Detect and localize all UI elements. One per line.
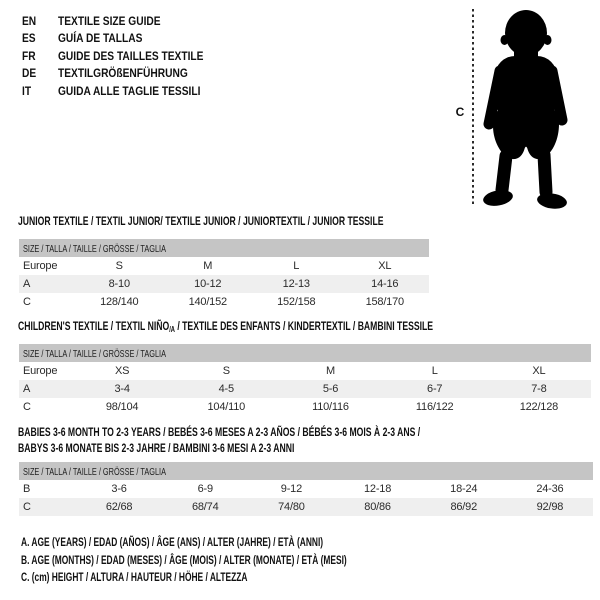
height-cell: 152/158	[277, 296, 316, 308]
age-cell: 14-16	[371, 278, 399, 290]
height-cell: 98/104	[105, 401, 139, 413]
size-cell: XL	[532, 365, 546, 377]
height-cell: 62/68	[105, 501, 133, 513]
table-row-months	[19, 480, 593, 498]
height-cell: 128/140	[100, 296, 139, 308]
size-cell: L	[431, 365, 438, 377]
language-text: GUÍA DE TALLAS	[58, 31, 143, 46]
height-measure-dotted-line	[472, 9, 474, 206]
size-cell: S	[115, 260, 123, 272]
age-cell: 12-13	[282, 278, 310, 290]
table-row-height	[19, 498, 593, 516]
language-row-it	[22, 83, 229, 100]
baby-silhouette-icon	[481, 8, 579, 210]
language-row-en	[22, 13, 229, 30]
language-code: IT	[22, 83, 32, 98]
age-cell: 6-7	[427, 383, 443, 395]
height-cell: 140/152	[188, 296, 227, 308]
row-label: A	[23, 278, 31, 290]
table-row-height	[19, 398, 591, 416]
junior-size-table	[19, 239, 429, 311]
height-cell: 122/128	[519, 401, 559, 413]
size-header-label: SIZE / TALLA / TAILLE / GRÖSSE / TAGLIA	[23, 243, 166, 255]
row-label: Europe	[23, 260, 58, 272]
age-cell: 3-4	[114, 383, 130, 395]
age-cell: 4-5	[218, 383, 234, 395]
children-size-table	[19, 344, 591, 416]
size-cell: L	[293, 260, 300, 272]
legend-line-c: C. (cm) HEIGHT / ALTURA / HAUTEUR / HÖHE / ALTEZZA	[21, 570, 248, 584]
table-row-age	[19, 380, 591, 398]
size-cell: M	[326, 365, 335, 377]
size-header-bar	[19, 462, 593, 480]
language-row-de	[22, 65, 229, 82]
legend	[21, 534, 600, 587]
age-cell: 7-8	[531, 383, 547, 395]
language-text: TEXTILGRÖßENFÜHRUNG	[58, 66, 188, 81]
height-cell: 80/86	[364, 501, 391, 513]
language-code: ES	[22, 31, 36, 46]
age-cell: 5-6	[322, 383, 339, 395]
babies-section-title	[18, 425, 600, 456]
row-label: Europe	[23, 365, 58, 377]
height-cell: 116/122	[415, 401, 454, 413]
months-cell: 12-18	[364, 483, 392, 495]
language-row-es	[22, 30, 229, 47]
height-measure-label: C	[455, 105, 465, 119]
children-title-pre: CHILDREN'S TEXTILE / TEXTIL NIÑO	[18, 319, 170, 333]
babies-title-line2: BABYS 3-6 MONATE BIS 2-3 JAHRE / BAMBINI 3-6 MESI A 2-3 ANNI	[18, 440, 295, 455]
size-cell: S	[222, 365, 230, 377]
height-cell: 158/170	[365, 296, 404, 308]
months-cell: 18-24	[450, 483, 478, 495]
size-cell: XL	[378, 260, 392, 272]
row-label: C	[23, 501, 31, 513]
height-cell: 104/110	[207, 401, 246, 413]
language-header	[22, 13, 229, 100]
babies-size-table	[19, 462, 593, 516]
months-cell: 9-12	[280, 483, 303, 495]
size-header-bar	[19, 344, 591, 362]
height-cell: 92/98	[536, 501, 564, 513]
children-title-sub: /A	[169, 325, 175, 334]
language-text: GUIDE DES TAILLES TEXTILE	[58, 48, 204, 63]
size-header-label: SIZE / TALLA / TAILLE / GRÖSSE / TAGLIA	[23, 466, 166, 478]
months-cell: 3-6	[111, 483, 127, 495]
junior-section-title: JUNIOR TEXTILE / TEXTIL JUNIOR/ TEXTILE JUNIOR / JUNIORTEXTIL / JUNIOR TESSILE	[18, 214, 384, 228]
language-row-fr	[22, 48, 229, 65]
height-cell: 68/74	[191, 501, 219, 513]
children-section-title	[18, 319, 600, 337]
table-row-height	[19, 293, 429, 311]
language-code: EN	[22, 14, 37, 28]
language-code: FR	[22, 48, 36, 63]
table-row-europe	[19, 257, 429, 275]
legend-line-a: A. AGE (YEARS) / EDAD (AÑOS) / ÂGE (ANS) / ALTER (JAHRE) / ETÀ (ANNI)	[21, 535, 324, 549]
row-label: C	[23, 401, 31, 413]
row-label: B	[23, 483, 31, 495]
legend-line-b: B. AGE (MONTHS) / EDAD (MESES) / ÂGE (MOIS) / ALTER (MONATE) / ETÀ (MESI)	[21, 552, 347, 567]
row-label: A	[23, 383, 31, 395]
size-cell: XS	[114, 365, 130, 377]
table-row-age	[19, 275, 429, 293]
height-cell: 110/116	[312, 401, 349, 413]
age-cell: 8-10	[108, 278, 130, 290]
language-text: TEXTILE SIZE GUIDE	[58, 14, 161, 28]
language-code: DE	[22, 66, 37, 81]
size-cell: M	[203, 260, 213, 272]
row-label: C	[23, 296, 31, 308]
babies-title-line1: BABIES 3-6 MONTH TO 2-3 YEARS / BEBÉS 3-6 MESES A 2-3 AÑOS / BÉBÉS 3-6 MOIS À 2-3 ANS /	[18, 425, 421, 439]
children-title-post: / TEXTILE DES ENFANTS / KINDERTEXTIL / BAMBINI TESSILE	[174, 319, 434, 333]
language-text: GUIDA ALLE TAGLIE TESSILI	[58, 83, 201, 98]
size-header-label: SIZE / TALLA / TAILLE / GRÖSSE / TAGLIA	[23, 348, 166, 360]
height-cell: 74/80	[278, 501, 305, 513]
size-header-bar	[19, 239, 429, 257]
age-cell: 10-12	[194, 278, 222, 290]
months-cell: 24-36	[536, 483, 564, 495]
table-row-europe	[19, 362, 591, 380]
height-cell: 86/92	[450, 501, 477, 513]
months-cell: 6-9	[197, 483, 213, 495]
